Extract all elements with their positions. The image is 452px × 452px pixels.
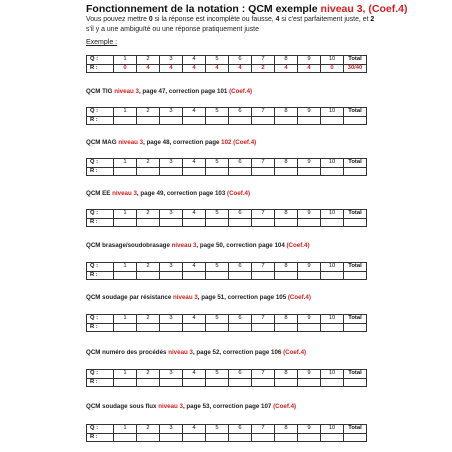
question-number: 7 — [252, 210, 275, 219]
answer-cell: 4 — [137, 64, 160, 73]
total-header: Total — [344, 108, 367, 117]
question-number: 6 — [229, 263, 252, 272]
question-number: 5 — [206, 370, 229, 379]
answer-cell[interactable] — [252, 116, 275, 125]
question-number: 3 — [160, 56, 183, 65]
question-number: 3 — [160, 425, 183, 434]
answer-cell[interactable] — [298, 271, 321, 280]
question-number: 2 — [137, 210, 160, 219]
question-number: 2 — [137, 56, 160, 65]
score-table — [86, 262, 367, 280]
question-number: 1 — [114, 210, 137, 219]
question-number: 5 — [206, 210, 229, 219]
question-number: 6 — [229, 425, 252, 434]
total-cell[interactable] — [344, 323, 367, 332]
answer-cell[interactable] — [252, 218, 275, 227]
answer-cell: 4 — [229, 64, 252, 73]
intro-text: Vous pouvez mettre 0 si la réponse est incomplète ou fausse, 4 si c'est parfaitement juste, et 2 s'il y a une ambiguïté ou une réponse pratiquement juste — [86, 16, 375, 33]
answer-cell[interactable] — [229, 167, 252, 176]
question-number: 9 — [298, 370, 321, 379]
q-label: Q : — [87, 210, 114, 219]
question-number: 3 — [160, 263, 183, 272]
answer-cell[interactable] — [206, 323, 229, 332]
section-title: QCM numéro des procédés niveau 3, page 52, correction page 106 (Coef.4) — [86, 349, 307, 356]
question-number: 4 — [183, 425, 206, 434]
question-number: 6 — [229, 159, 252, 168]
answer-cell[interactable] — [275, 271, 298, 280]
section-title: QCM EE niveau 3, page 49, correction page 103 (Coef.4) — [86, 190, 251, 197]
score-table — [86, 209, 367, 227]
section-title: QCM TIG niveau 3, page 47, correction page 101 (Coef.4) — [86, 88, 253, 95]
question-number: 10 — [321, 108, 344, 117]
question-number: 5 — [206, 425, 229, 434]
answer-cell[interactable] — [229, 116, 252, 125]
question-number: 7 — [252, 159, 275, 168]
score-table — [86, 369, 367, 387]
question-number: 10 — [321, 210, 344, 219]
answer-cell[interactable] — [321, 378, 344, 387]
question-number: 8 — [275, 108, 298, 117]
answer-cell[interactable] — [275, 167, 298, 176]
answer-cell: 2 — [252, 64, 275, 73]
example-score-table — [86, 55, 367, 73]
q-label: Q : — [87, 370, 114, 379]
answer-cell[interactable] — [206, 167, 229, 176]
question-number: 1 — [114, 370, 137, 379]
question-row — [87, 210, 367, 219]
answer-cell[interactable] — [275, 433, 298, 442]
question-number: 1 — [114, 263, 137, 272]
answer-row — [87, 323, 367, 332]
answer-cell[interactable] — [275, 116, 298, 125]
question-number: 4 — [183, 210, 206, 219]
total-cell[interactable] — [344, 116, 367, 125]
r-label: R : — [87, 64, 114, 73]
question-row — [87, 159, 367, 168]
question-number: 1 — [114, 56, 137, 65]
question-number: 1 — [114, 315, 137, 324]
question-number: 7 — [252, 108, 275, 117]
answer-cell[interactable] — [321, 167, 344, 176]
answer-cell: 4 — [183, 64, 206, 73]
question-number: 3 — [160, 159, 183, 168]
total-cell[interactable] — [344, 167, 367, 176]
answer-cell[interactable] — [137, 167, 160, 176]
answer-cell[interactable] — [321, 218, 344, 227]
question-number: 4 — [183, 370, 206, 379]
answer-cell[interactable] — [252, 323, 275, 332]
question-number: 7 — [252, 263, 275, 272]
answer-cell: 0 — [321, 64, 344, 73]
q-label: Q : — [87, 315, 114, 324]
total-header: Total — [344, 159, 367, 168]
question-number: 8 — [275, 56, 298, 65]
section-title: QCM soudage par résistance niveau 3, page 51, correction page 105 (Coef.4) — [86, 294, 311, 301]
question-number: 4 — [183, 108, 206, 117]
answer-cell[interactable] — [183, 218, 206, 227]
question-number: 10 — [321, 425, 344, 434]
answer-cell: 4 — [160, 64, 183, 73]
question-number: 4 — [183, 56, 206, 65]
question-row — [87, 370, 367, 379]
answer-cell[interactable] — [114, 167, 137, 176]
question-number: 9 — [298, 315, 321, 324]
answer-cell[interactable] — [252, 378, 275, 387]
question-number: 10 — [321, 315, 344, 324]
answer-cell[interactable] — [183, 433, 206, 442]
question-number: 3 — [160, 108, 183, 117]
answer-cell[interactable] — [206, 433, 229, 442]
example-label: Exemple : — [86, 39, 118, 46]
answer-cell[interactable] — [183, 167, 206, 176]
answer-cell[interactable] — [298, 218, 321, 227]
question-number: 2 — [137, 315, 160, 324]
answer-cell[interactable] — [206, 116, 229, 125]
answer-cell[interactable] — [137, 218, 160, 227]
question-number: 2 — [137, 263, 160, 272]
q-label: Q : — [87, 56, 114, 65]
answer-cell[interactable] — [229, 433, 252, 442]
answer-cell[interactable] — [229, 271, 252, 280]
answer-cell[interactable] — [183, 271, 206, 280]
question-number: 2 — [137, 425, 160, 434]
question-number: 7 — [252, 315, 275, 324]
question-row — [87, 425, 367, 434]
question-number: 5 — [206, 315, 229, 324]
question-number: 9 — [298, 263, 321, 272]
answer-cell[interactable] — [298, 167, 321, 176]
question-row — [87, 315, 367, 324]
answer-cell[interactable] — [275, 218, 298, 227]
question-number: 7 — [252, 370, 275, 379]
answer-row — [87, 64, 367, 73]
question-number: 4 — [183, 263, 206, 272]
question-number: 6 — [229, 370, 252, 379]
question-number: 10 — [321, 370, 344, 379]
answer-cell[interactable] — [114, 323, 137, 332]
answer-cell[interactable] — [252, 271, 275, 280]
question-number: 8 — [275, 370, 298, 379]
question-number: 3 — [160, 370, 183, 379]
question-number: 2 — [137, 159, 160, 168]
question-number: 4 — [183, 159, 206, 168]
question-number: 1 — [114, 108, 137, 117]
answer-cell: 4 — [275, 64, 298, 73]
answer-cell[interactable] — [321, 271, 344, 280]
question-number: 3 — [160, 315, 183, 324]
score-table — [86, 107, 367, 125]
answer-cell[interactable] — [298, 433, 321, 442]
question-number: 7 — [252, 425, 275, 434]
answer-cell[interactable] — [160, 433, 183, 442]
answer-cell[interactable] — [160, 323, 183, 332]
q-label: Q : — [87, 159, 114, 168]
r-label: R : — [87, 167, 114, 176]
answer-cell: 0 — [114, 64, 137, 73]
question-number: 9 — [298, 159, 321, 168]
page-title: Fonctionnement de la notation : QCM exemple niveau 3, (Coef.4) — [86, 3, 408, 15]
answer-cell: 4 — [206, 64, 229, 73]
answer-cell[interactable] — [298, 378, 321, 387]
question-number: 1 — [114, 425, 137, 434]
q-label: Q : — [87, 108, 114, 117]
answer-cell[interactable] — [183, 116, 206, 125]
question-number: 8 — [275, 315, 298, 324]
question-number: 6 — [229, 56, 252, 65]
total-cell: 30/40 — [344, 64, 367, 73]
answer-cell[interactable] — [137, 116, 160, 125]
question-number: 2 — [137, 370, 160, 379]
answer-cell[interactable] — [114, 433, 137, 442]
r-label: R : — [87, 323, 114, 332]
answer-cell[interactable] — [298, 116, 321, 125]
section-title: QCM soudage sous flux niveau 3, page 53, correction page 107 (Coef.4) — [86, 403, 297, 410]
answer-cell[interactable] — [183, 323, 206, 332]
answer-cell[interactable] — [229, 323, 252, 332]
question-row — [87, 263, 367, 272]
title-highlight: niveau 3, (Coef.4) — [320, 3, 408, 15]
r-label: R : — [87, 378, 114, 387]
question-number: 5 — [206, 108, 229, 117]
answer-cell[interactable] — [298, 323, 321, 332]
section-title: QCM MAG niveau 3, page 48, correction page 102 (Coef.4) — [86, 139, 257, 146]
answer-cell[interactable] — [137, 433, 160, 442]
answer-cell[interactable] — [137, 378, 160, 387]
question-number: 5 — [206, 263, 229, 272]
answer-cell[interactable] — [160, 271, 183, 280]
total-header: Total — [344, 56, 367, 65]
answer-cell[interactable] — [160, 218, 183, 227]
question-number: 10 — [321, 56, 344, 65]
question-number: 10 — [321, 159, 344, 168]
q-label: Q : — [87, 263, 114, 272]
question-number: 5 — [206, 159, 229, 168]
question-number: 8 — [275, 263, 298, 272]
total-header: Total — [344, 425, 367, 434]
answer-cell[interactable] — [114, 116, 137, 125]
question-number: 9 — [298, 425, 321, 434]
answer-cell[interactable] — [321, 323, 344, 332]
r-label: R : — [87, 271, 114, 280]
answer-cell[interactable] — [275, 323, 298, 332]
question-number: 9 — [298, 210, 321, 219]
total-header: Total — [344, 315, 367, 324]
question-number: 2 — [137, 108, 160, 117]
answer-cell[interactable] — [114, 218, 137, 227]
question-number: 9 — [298, 108, 321, 117]
answer-cell[interactable] — [206, 271, 229, 280]
total-header: Total — [344, 210, 367, 219]
r-label: R : — [87, 218, 114, 227]
answer-cell[interactable] — [275, 378, 298, 387]
answer-row — [87, 433, 367, 442]
question-row — [87, 108, 367, 117]
answer-cell[interactable] — [206, 378, 229, 387]
answer-cell[interactable] — [137, 271, 160, 280]
answer-row — [87, 378, 367, 387]
answer-cell[interactable] — [229, 218, 252, 227]
section-title: QCM brasage/soudobrasage niveau 3, page 50, correction page 104 (Coef.4) — [86, 242, 310, 249]
total-cell[interactable] — [344, 271, 367, 280]
question-number: 4 — [183, 315, 206, 324]
question-number: 6 — [229, 210, 252, 219]
answer-cell[interactable] — [160, 116, 183, 125]
answer-row — [87, 167, 367, 176]
total-cell[interactable] — [344, 218, 367, 227]
answer-cell[interactable] — [160, 378, 183, 387]
answer-cell[interactable] — [229, 378, 252, 387]
answer-cell[interactable] — [321, 433, 344, 442]
total-cell[interactable] — [344, 378, 367, 387]
answer-row — [87, 271, 367, 280]
question-number: 3 — [160, 210, 183, 219]
r-label: R : — [87, 433, 114, 442]
answer-row — [87, 116, 367, 125]
r-label: R : — [87, 116, 114, 125]
answer-cell[interactable] — [206, 218, 229, 227]
answer-cell: 4 — [298, 64, 321, 73]
total-header: Total — [344, 263, 367, 272]
answer-cell[interactable] — [114, 378, 137, 387]
q-label: Q : — [87, 425, 114, 434]
answer-cell[interactable] — [321, 116, 344, 125]
question-number: 5 — [206, 56, 229, 65]
question-number: 6 — [229, 108, 252, 117]
question-number: 1 — [114, 159, 137, 168]
answer-cell[interactable] — [252, 167, 275, 176]
question-number: 7 — [252, 56, 275, 65]
question-number: 10 — [321, 263, 344, 272]
total-cell[interactable] — [344, 433, 367, 442]
answer-cell[interactable] — [252, 433, 275, 442]
answer-cell[interactable] — [137, 323, 160, 332]
question-number: 8 — [275, 159, 298, 168]
question-number: 8 — [275, 425, 298, 434]
total-header: Total — [344, 370, 367, 379]
answer-row — [87, 218, 367, 227]
answer-cell[interactable] — [114, 271, 137, 280]
question-number: 6 — [229, 315, 252, 324]
question-row — [87, 56, 367, 65]
answer-cell[interactable] — [160, 167, 183, 176]
answer-cell[interactable] — [183, 378, 206, 387]
question-number: 9 — [298, 56, 321, 65]
score-table — [86, 314, 367, 332]
score-table — [86, 424, 367, 442]
question-number: 8 — [275, 210, 298, 219]
score-table — [86, 158, 367, 176]
